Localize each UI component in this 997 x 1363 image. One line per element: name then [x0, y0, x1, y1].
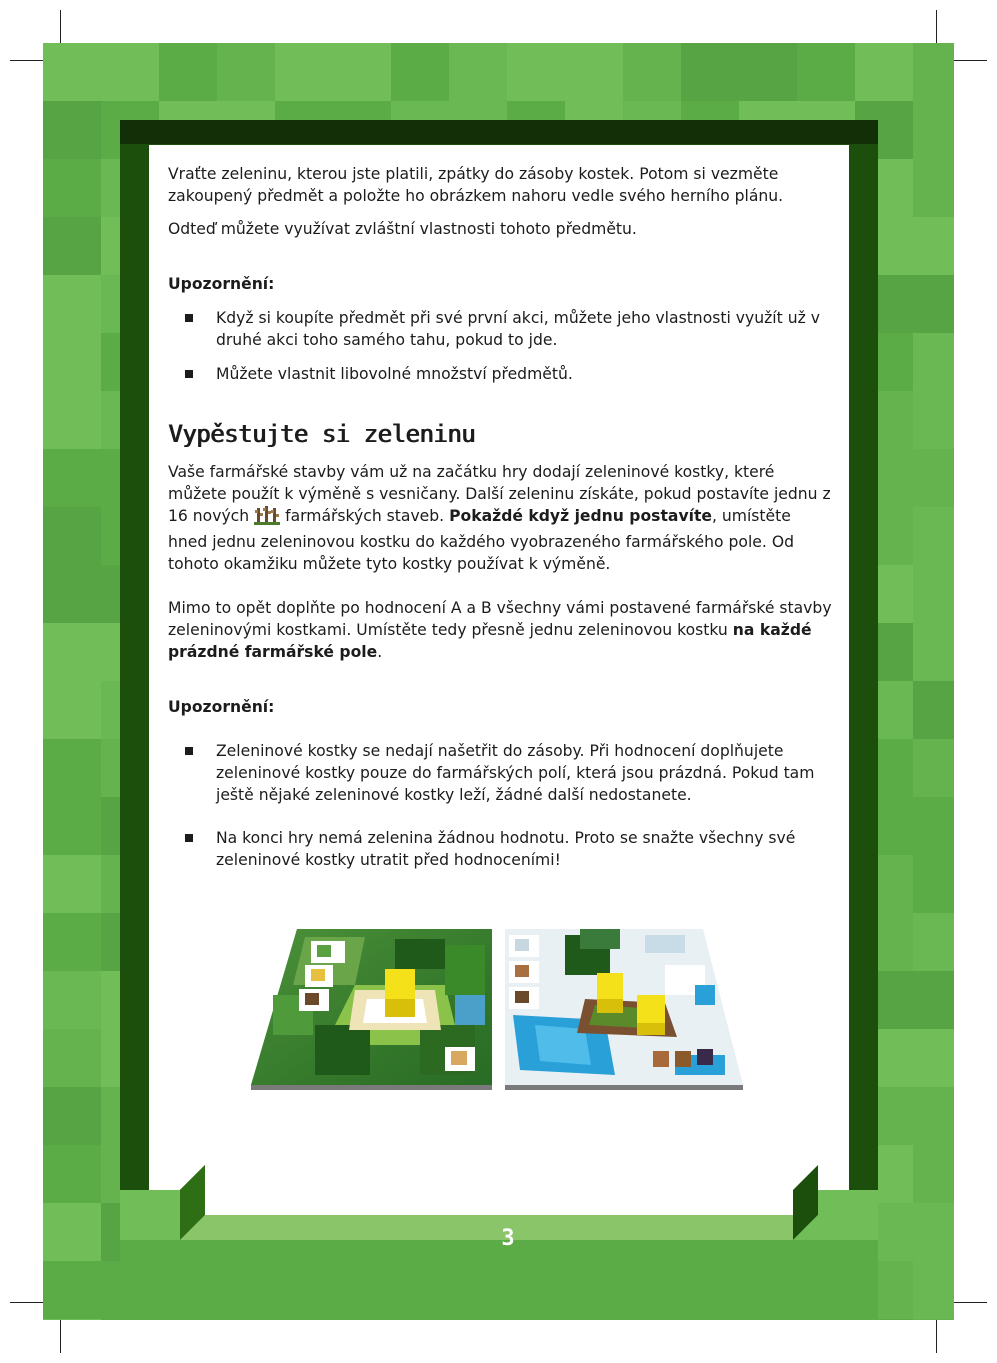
pixel-tile: [913, 1145, 954, 1203]
bullet-icon: [185, 834, 193, 842]
pixel-tile: [43, 681, 101, 739]
pixel-tile: [913, 1029, 954, 1087]
crop-mark: [936, 10, 937, 43]
pixel-tile: [913, 333, 954, 391]
section-paragraph: [168, 597, 833, 663]
section-heading: Vypěstujte si zeleninu: [168, 420, 475, 448]
pixel-tile: [913, 507, 954, 565]
pixel-tile: [739, 43, 797, 101]
pixel-tile: [43, 101, 101, 159]
pixel-tile: [913, 217, 954, 275]
paragraph-text: Vaše farmářské stavby vám už na začátku hry dodají zeleninové kostky, které můžete použít k výměně s vesničany. Další zeleninu získáte, pokud postavíte jednu z 16 nových: [168, 463, 831, 525]
pixel-tile: [913, 797, 954, 855]
pixel-tile: [449, 43, 507, 101]
pixel-tile: [913, 971, 954, 1029]
list-item: [168, 363, 833, 385]
board-illustration: [245, 925, 750, 1095]
pixel-tile: [565, 43, 623, 101]
pixel-tile: [913, 1203, 954, 1261]
pixel-tile: [43, 971, 101, 1029]
pixel-tile: [159, 43, 217, 101]
intro-paragraph: Vraťte zeleninu, kterou jste platili, zpátky do zásoby kostek. Potom si vezměte zakoupený předmět a položte ho obrázkem nahoru vedle svého herního plánu.: [168, 165, 784, 205]
list-item: [168, 827, 833, 871]
pixel-tile: [913, 681, 954, 739]
paragraph-text: farmářských staveb.: [285, 507, 445, 525]
pixel-tile: [43, 43, 101, 101]
pixel-tile: [913, 275, 954, 333]
pixel-tile: [913, 855, 954, 913]
pixel-tile: [913, 391, 954, 449]
crop-mark: [936, 1320, 937, 1353]
pixel-tile: [43, 1087, 101, 1145]
pixel-tile: [43, 1319, 101, 1320]
wheat-icon: [254, 505, 280, 531]
pixel-tile: [43, 159, 101, 217]
crop-mark: [10, 1302, 43, 1303]
list-item-text: Zeleninové kostky se nedají našetřit do zásoby. Při hodnocení doplňujete zeleninové kostky pouze do farmářských polí, která jsou prázdná. Pokud tam ještě nějaké zeleninové kostky leží, žádné další nedostanete.: [216, 742, 815, 804]
pixel-tile: [913, 1319, 954, 1320]
page-number: 3: [501, 1226, 515, 1251]
pixel-tile: [43, 275, 101, 333]
list-item-text: Na konci hry nemá zelenina žádnou hodnotu. Proto se snažte všechny své zeleninové kostky utratit před hodnoceními!: [216, 829, 796, 869]
paragraph-text: .: [377, 643, 383, 661]
section-paragraph: [168, 461, 833, 575]
pixel-tile: [43, 623, 101, 681]
crop-mark: [954, 1302, 987, 1303]
crop-mark: [954, 60, 987, 61]
intro-paragraph: Odteď můžete využívat zvláštní vlastnosti tohoto předmětu.: [168, 220, 637, 238]
list-item-text: Když si koupíte předmět při své první akci, můžete jeho vlastnosti využít už v druhé akci toho samého tahu, pokud to jde.: [216, 309, 820, 349]
pixel-tile: [43, 855, 101, 913]
list-item-text: Můžete vlastnit libovolné množství předmětů.: [216, 365, 573, 383]
paragraph-bold: na každé prázdné farmářské pole: [168, 621, 812, 661]
pixel-tile: [913, 449, 954, 507]
forest-board: [251, 929, 492, 1090]
snow-board: [505, 929, 743, 1090]
pixel-tile: [391, 43, 449, 101]
frame-shadow: [120, 120, 878, 144]
pixel-tile: [43, 1029, 101, 1087]
pixel-tile: [43, 391, 101, 449]
pixel-tile: [913, 101, 954, 159]
pixel-tile: [507, 43, 565, 101]
pixel-tile: [913, 1261, 954, 1319]
paragraph-text: Mimo to opět doplňte po hodnocení A a B všechny vámi postavené farmářské stavby zeleninovými kostkami. Umístěte tedy přesně jednu zeleninovou kostku: [168, 599, 832, 639]
pixel-tile: [913, 43, 954, 101]
pixel-tile: [333, 43, 391, 101]
list-item: [168, 307, 833, 351]
bullet-icon: [185, 370, 193, 378]
pixel-tile: [623, 43, 681, 101]
pixel-tile: [101, 43, 159, 101]
crop-mark: [60, 10, 61, 43]
list-item: [168, 740, 833, 806]
pixel-tile: [43, 1145, 101, 1203]
pixel-tile: [43, 449, 101, 507]
pixel-tile: [43, 1203, 101, 1261]
pixel-tile: [275, 43, 333, 101]
bullet-icon: [185, 747, 193, 755]
pixel-tile: [855, 43, 913, 101]
pixel-tile: [43, 333, 101, 391]
pixel-tile: [797, 43, 855, 101]
paragraph-text: , umístěte hned jednu zeleninovou kostku do každého vyobrazeného farmářského pole. Od tohoto okamžiku můžete tyto kostky používat k výměně.: [168, 507, 794, 573]
pixel-tile: [43, 739, 101, 797]
bullet-icon: [185, 314, 193, 322]
pixel-tile: [217, 43, 275, 101]
crop-mark: [60, 1320, 61, 1353]
pixel-tile: [681, 43, 739, 101]
page-content: [168, 163, 833, 871]
pixel-tile: [43, 565, 101, 623]
paragraph-bold: Pokaždé když jednu postavíte: [449, 507, 712, 525]
pixel-tile: [43, 507, 101, 565]
pixel-tile: [43, 913, 101, 971]
notice-label: Upozornění:: [168, 275, 275, 293]
pixel-tile: [913, 1087, 954, 1145]
pixel-tile: [43, 1261, 101, 1319]
pixel-tile: [913, 159, 954, 217]
pixel-tile: [913, 565, 954, 623]
pixel-tile: [913, 739, 954, 797]
crop-mark: [10, 60, 43, 61]
pixel-tile: [43, 797, 101, 855]
notice-label: Upozornění:: [168, 698, 275, 716]
pixel-tile: [913, 623, 954, 681]
pixel-tile: [43, 217, 101, 275]
pixel-tile: [913, 913, 954, 971]
